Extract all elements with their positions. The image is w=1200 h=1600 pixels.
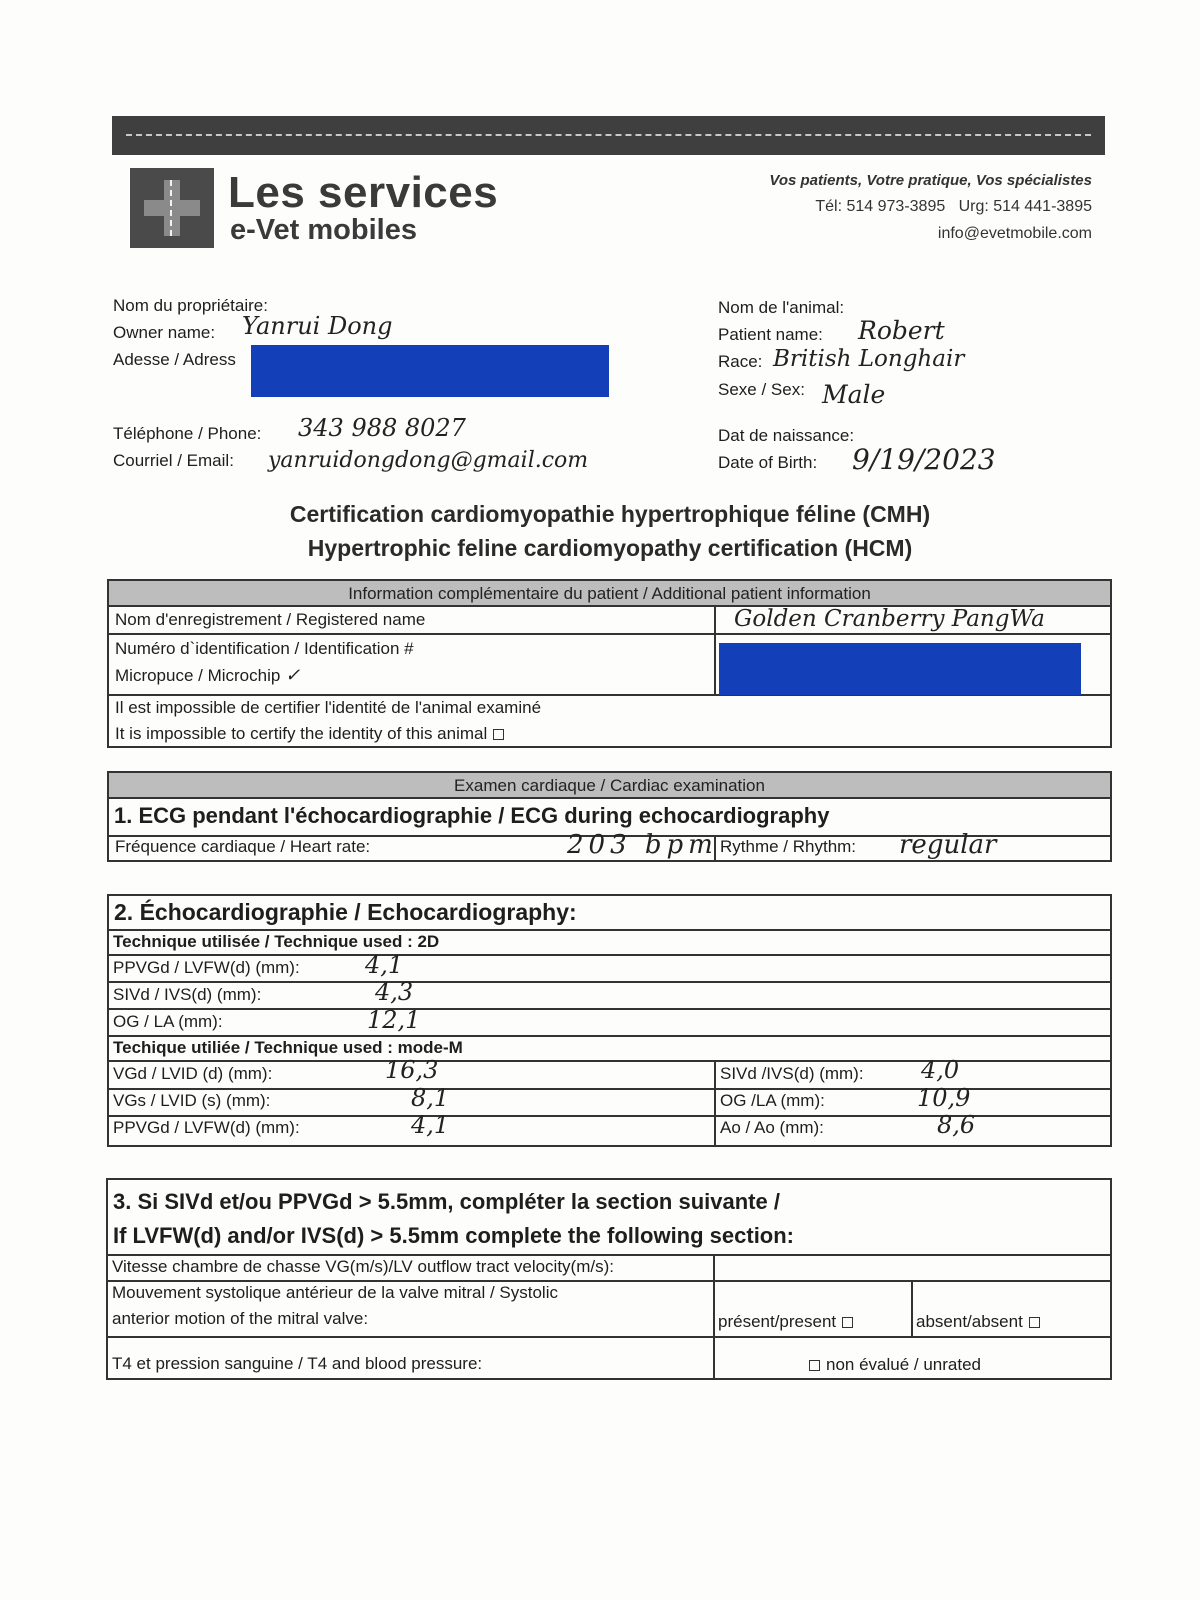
- row-m-ao-value: 8,6: [937, 1111, 976, 1139]
- sex-label: Sexe / Sex:: [718, 380, 805, 399]
- absent-option[interactable]: [916, 1312, 1040, 1332]
- row-2d-lvfw-value: 4,1: [365, 951, 404, 979]
- identification-label: Numéro d`identification / Identification #: [115, 639, 414, 658]
- microchip-label: Micropuce / Microchip: [115, 666, 281, 685]
- owner-name-label-fr: Nom du propriétaire:: [113, 296, 268, 315]
- dob-value: 9/19/2023: [852, 443, 996, 476]
- section3-table: [106, 1178, 1112, 1380]
- email-label: Courriel / Email:: [113, 451, 234, 470]
- unrated-checkbox[interactable]: [809, 1360, 820, 1371]
- tagline: Vos patients, Votre pratique, Vos spécialistes: [769, 172, 1092, 189]
- row-m-lvidd-label: VGd / LVID (d) (mm):: [113, 1064, 273, 1083]
- absent-label: absent/absent: [916, 1312, 1023, 1331]
- additional-info-header: Information complémentaire du patient / Additional patient information: [109, 581, 1110, 607]
- section3-title-fr: 3. Si SIVd et/ou PPVGd > 5.5mm, compléter la section suivante /: [113, 1189, 780, 1214]
- row-m-lvfw-value: 4,1: [411, 1111, 450, 1139]
- unrated-option[interactable]: [809, 1355, 981, 1375]
- echo-section-title: 2. Échocardiographie / Echocardiography:: [114, 899, 577, 925]
- impossible-text-fr: Il est impossible de certifier l'identité de l'animal examiné: [115, 698, 542, 717]
- race-label: Race:: [718, 352, 763, 371]
- row-2d-ivs-value: 4,3: [375, 978, 414, 1006]
- sam-label-line1: Mouvement systolique antérieur de la valve mitral / Systolic: [112, 1283, 558, 1302]
- row-m-la-label: OG /LA (mm):: [720, 1091, 825, 1110]
- registered-name-value: Golden Cranberry PangWa: [734, 606, 1045, 632]
- owner-name-label: Owner name:: [113, 323, 216, 342]
- microchip-check-icon: ✓: [285, 665, 301, 686]
- row-m-lvfw-label: PPVGd / LVFW(d) (mm):: [113, 1118, 300, 1137]
- phone-value: 343 988 8027: [298, 414, 466, 442]
- row-m-lvidd-value: 16,3: [385, 1056, 439, 1084]
- impossible-row: [115, 724, 504, 744]
- impossible-text-en: It is impossible to certify the identity of this animal: [115, 724, 488, 743]
- ecg-section-title: 1. ECG pendant l'échocardiographie / ECG during echocardiography: [114, 803, 830, 828]
- unrated-label: non évalué / unrated: [826, 1355, 982, 1374]
- absent-checkbox[interactable]: [1029, 1317, 1040, 1328]
- sam-label-line2: anterior motion of the mitral valve:: [112, 1309, 369, 1328]
- row-m-lvids-value: 8,1: [411, 1084, 450, 1112]
- velocity-label: Vitesse chambre de chasse VG(m/s)/LV outflow tract velocity(m/s):: [112, 1257, 614, 1276]
- present-option[interactable]: [718, 1312, 853, 1332]
- animal-name-value: Robert: [858, 316, 945, 345]
- cardiac-exam-header: Examen cardiaque / Cardiac examination: [109, 773, 1110, 799]
- row-2d-ivs-label: SIVd / IVS(d) (mm):: [113, 985, 262, 1004]
- echo-table: [107, 894, 1112, 1147]
- clinic-email: info@evetmobile.com: [937, 225, 1092, 242]
- email-value: yanruidongdong@gmail.com: [268, 448, 589, 473]
- microchip-label-row: [115, 665, 300, 686]
- technique-m-label: Techique utiliée / Technique used : mode-M: [113, 1038, 463, 1057]
- race-value: British Longhair: [773, 346, 965, 372]
- section3-title-en: If LVFW(d) and/or IVS(d) > 5.5mm complete the following section:: [113, 1223, 795, 1248]
- address-redaction: [251, 345, 609, 397]
- owner-name-value: Yanrui Dong: [242, 312, 393, 340]
- additional-info-table: [107, 579, 1112, 748]
- row-2d-lvfw-label: PPVGd / LVFW(d) (mm):: [113, 958, 300, 977]
- rhythm-value: regular: [899, 830, 997, 860]
- title-fr: Certification cardiomyopathie hypertrophique féline (CMH): [289, 501, 931, 527]
- row-m-ivs-value: 4,0: [921, 1056, 960, 1084]
- brand-subname: e-Vet mobiles: [230, 214, 417, 246]
- brand-name: Les services: [228, 168, 499, 217]
- registered-name-label: Nom d'enregistrement / Registered name: [115, 610, 426, 629]
- row-2d-la-value: 12,1: [367, 1006, 421, 1034]
- dob-label: Date of Birth:: [718, 453, 818, 472]
- impossible-checkbox[interactable]: [493, 729, 504, 740]
- sex-value: Male: [822, 380, 886, 409]
- row-m-ivs-label: SIVd /IVS(d) (mm):: [720, 1064, 864, 1083]
- phone-label: Téléphone / Phone:: [113, 424, 262, 443]
- identification-redaction: [719, 643, 1081, 695]
- row-2d-la-label: OG / LA (mm):: [113, 1012, 223, 1031]
- present-checkbox[interactable]: [842, 1317, 853, 1328]
- t4-label: T4 et pression sanguine / T4 and blood pressure:: [112, 1354, 483, 1373]
- present-label: présent/present: [718, 1312, 837, 1331]
- row-m-la-value: 10,9: [917, 1084, 971, 1112]
- technique-2d-label: Technique utilisée / Technique used : 2D: [113, 932, 440, 951]
- rhythm-label: Rythme / Rhythm:: [720, 837, 857, 856]
- animal-name-label-fr: Nom de l'animal:: [718, 298, 845, 317]
- row-m-ao-label: Ao / Ao (mm):: [720, 1118, 824, 1137]
- address-label: Adesse / Adress: [113, 350, 236, 369]
- evet-logo-icon: [130, 168, 214, 248]
- animal-name-label: Patient name:: [718, 325, 823, 344]
- row-m-lvids-label: VGs / LVID (s) (mm):: [113, 1091, 271, 1110]
- heart-rate-label: Fréquence cardiaque / Heart rate:: [115, 837, 371, 856]
- heart-rate-value: 203 bpm: [567, 830, 718, 860]
- header-bar: [112, 116, 1105, 155]
- dob-label-fr: Dat de naissance:: [718, 426, 855, 445]
- clinic-phones: Tél: 514 973-3895 Urg: 514 441-3895: [815, 198, 1092, 215]
- title-en: Hypertrophic feline cardiomyopathy certification (HCM): [307, 535, 913, 561]
- cardiac-exam-table: [107, 771, 1112, 862]
